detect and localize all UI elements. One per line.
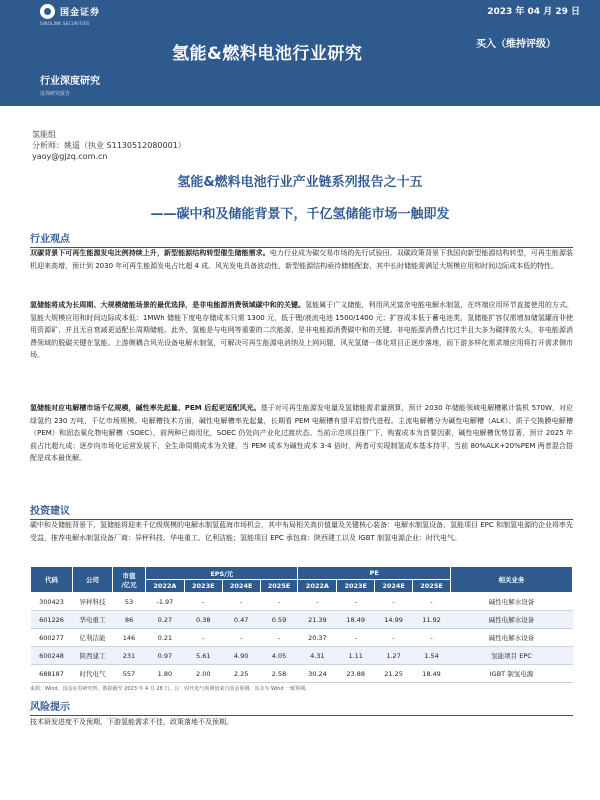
paragraph-body: 基于对可再生能源发电量及氢储能需求量测算，预计 2030 年储能领域电解槽累计装机 570W，对应绿氢约 230 万吨，千亿市场规模。电解槽技术方面，碱性电解槽率先起量，长期看 PEM 电解槽有望平启替代进程。主流电解槽分为碱性电解槽（ALK）、质子交换膜电解槽（PEM）和固态氧化物电解槽（SOEC），前两种已商用化，SOEC 仍处向产业化过渡状态。当前示范项目推广下，购置成本为首要因素，碱性电解槽优势显著，预计 2025 年前占比超九成；逐步向市场化运营发展下，全生命周期成本为关键，当 PEM 成本为碱性成本 3-4 倍时，两者可实现制氢成本基本持平，当前 80%ALK+20%PEM 两者混合搭配是成本最优解。 <box>30 404 573 462</box>
cell-cap: 53 <box>113 593 146 611</box>
paragraph-lead: 氢储能对应电解槽市场千亿规模，碱性率先起量、PEM 后起更适配风光。 <box>30 404 261 412</box>
cell-pe: - <box>375 593 413 611</box>
cell-pe: 14.99 <box>375 611 413 629</box>
year-header: 2024E <box>222 580 260 593</box>
cell-company: 异秤科技 <box>73 593 113 611</box>
cell-cap: 557 <box>113 665 146 683</box>
brand-logo <box>40 4 100 19</box>
table-row <box>31 629 573 647</box>
paragraph-lead: 氢储能将成为长周期、大规模储能场景的最优选择，是非电能源消费领域碳中和的关键。 <box>30 301 306 309</box>
cell-eps: 2.00 <box>184 665 222 683</box>
cell-pe: - <box>413 593 451 611</box>
paragraph-invest: 碳中和及储能背景下，氢储能将迎来千亿级规模的电解水制氢蓝海市场机会，其中布局相关高价值量及关键核心装备：电解水制氢设备、氢能项目 EPC 和制氢电源的企业将率先受益，推荐电解水制氢设备厂商：异秤科技、华电重工、亿利洁能；氢能项目 EPC 承包商：陕西建工以及 IGBT 制氢电源企业：时代电气。 <box>30 521 573 542</box>
paragraph-energy-structure <box>30 247 573 272</box>
cell-related: 碱性电解水设备 <box>451 629 573 647</box>
cell-pe: - <box>337 593 375 611</box>
cell-related: 氢能项目 EPC <box>451 647 573 665</box>
cell-pe: 1.27 <box>375 647 413 665</box>
table-row <box>31 593 573 611</box>
cell-cap: 146 <box>113 629 146 647</box>
cell-eps: 5.61 <box>184 647 222 665</box>
cell-pe: 11.92 <box>413 611 451 629</box>
year-header: 2023E <box>184 580 222 593</box>
col-header-code: 代码 <box>31 567 73 593</box>
cell-eps: 0.21 <box>146 629 185 647</box>
cell-company: 时代电气 <box>73 665 113 683</box>
cell-eps: - <box>222 629 260 647</box>
cell-eps: 0.97 <box>146 647 185 665</box>
cell-pe: 21.39 <box>298 611 337 629</box>
cell-pe: 1.11 <box>337 647 375 665</box>
section-heading-views: 行业观点 <box>30 230 573 248</box>
paragraph-lead: 双碳背景下可再生能源发电比例持续上升，新型能源结构转型催生储能需求。 <box>30 249 270 257</box>
table-header-row <box>31 567 573 580</box>
cell-related: 碱性电解水设备 <box>451 611 573 629</box>
paragraph-hydrogen-storage <box>30 299 573 362</box>
cell-eps: 2.58 <box>260 665 298 683</box>
rating-badge: 买入（维持评级） <box>476 39 556 50</box>
cell-pe: 18.49 <box>337 611 375 629</box>
cell-eps: 0.59 <box>260 611 298 629</box>
cell-pe: 20.37 <box>298 629 337 647</box>
cell-eps: 4.05 <box>260 647 298 665</box>
col-header-company: 公司 <box>73 567 113 593</box>
col-header-eps: EPS/元 <box>146 567 298 580</box>
section-heading-risk: 风险提示 <box>30 698 573 716</box>
cell-pe: 30.24 <box>298 665 337 683</box>
cell-related: 碱性电解水设备 <box>451 593 573 611</box>
cell-eps: - <box>184 629 222 647</box>
cell-code: 601226 <box>31 611 73 629</box>
cell-company: 亿利洁能 <box>73 629 113 647</box>
recommendation-table <box>30 566 573 683</box>
year-header: 2025E <box>260 580 298 593</box>
cell-eps: - <box>222 593 260 611</box>
cell-eps: 0.47 <box>222 611 260 629</box>
risk-text: 技术研发进度不及预期，下游氢能需求不佳，政策落地不及预期。 <box>30 718 233 726</box>
year-header: 2025E <box>413 580 451 593</box>
cell-cap: 231 <box>113 647 146 665</box>
paragraph-body: 氢能属于广义储能，利用风光富余电能电解水制氢，在终端应用环节直接使用的方式。氢能大规模应用和时间边际成本低：1MWh 储能下度电存储成本只需 1300 元，低于锂/液流电池 1500/1400 元；扩容成本低于蓄电池类，氢储能扩容仅需增加储氢罐而非使用资源矿，并且无自衰减更适配长周期储能。此外，氢能是与电网等重要的二次能源，是非电能源消费碳中和的关键。非电能源消费占比过半且大多为碳排放大头，非电能源消费领域的脱碳关键在氢能。上游侧耦合风光设备电解水制氢，可解决可再生能源电消纳及上网问题，风光氢储一体化项目正逐步落地，而下游多样化需求端应用将打开需求侧市场。 <box>30 301 574 359</box>
table-row <box>31 647 573 665</box>
cell-eps: 4.90 <box>222 647 260 665</box>
cell-code: 600277 <box>31 629 73 647</box>
cell-cap: 86 <box>113 611 146 629</box>
cell-eps: - <box>260 629 298 647</box>
table-row <box>31 611 573 629</box>
industry-title: 氢能&燃料电池行业研究 <box>172 44 363 64</box>
analyst-group: 氢能组 <box>32 130 56 139</box>
year-header: 2022A <box>146 580 185 593</box>
cell-code: 600248 <box>31 647 73 665</box>
paragraph-electrolyzer-market <box>30 402 573 465</box>
analyst-block <box>32 129 186 162</box>
cell-code: 300423 <box>31 593 73 611</box>
col-header-cap: 市值 /亿元 <box>113 567 146 593</box>
main-title: 氢能&燃料电池行业产业链系列报告之十五 <box>177 175 423 190</box>
cell-pe: - <box>298 593 337 611</box>
cell-eps: -1.97 <box>146 593 185 611</box>
cell-related: IGBT 制氢电源 <box>451 665 573 683</box>
cell-eps: 0.27 <box>146 611 185 629</box>
cell-pe: - <box>337 629 375 647</box>
cell-pe: 4.31 <box>298 647 337 665</box>
cell-pe: - <box>413 629 451 647</box>
report-subtype: 证券研究报告 <box>40 91 71 97</box>
cell-company: 陕西建工 <box>73 647 113 665</box>
header-banner <box>0 0 600 106</box>
table-row <box>31 665 573 683</box>
logo-icon <box>40 4 55 19</box>
cell-eps: - <box>260 593 298 611</box>
report-type: 行业深度研究 <box>40 76 100 87</box>
year-header: 2022A <box>298 580 337 593</box>
report-date: 2023 年 04 月 29 日 <box>487 7 580 17</box>
col-header-related: 相关业务 <box>451 567 573 593</box>
logo-subtext: SINOLINK SECURITIES <box>40 21 90 26</box>
main-subtitle: ——碳中和及储能背景下，千亿氢储能市场一触即发 <box>150 207 450 222</box>
logo-text: 国金证券 <box>60 8 101 18</box>
paragraph-body: 电力行业成为碳交易市场的先行试验田，双碳政策背景下我国向新型能源结构转型，可再生能源装机迎来高增，预计到 2030 年可再生能源发电占比超 4 成。风光发电具备波动性，新型能源结构亟待储能配套，其中长时储能需满足大规模应用和时间边际成本低的特性。 <box>30 249 574 270</box>
cell-pe: 23.88 <box>337 665 375 683</box>
analyst-email[interactable]: yaoy@gjzq.com.cn <box>32 152 108 161</box>
year-header: 2024E <box>375 580 413 593</box>
section-heading-invest: 投资建议 <box>30 502 573 520</box>
year-header: 2023E <box>337 580 375 593</box>
cell-eps: 2.25 <box>222 665 260 683</box>
cell-eps: 1.80 <box>146 665 185 683</box>
cell-eps: 0.38 <box>184 611 222 629</box>
cell-pe: 18.49 <box>413 665 451 683</box>
cell-pe: 21.25 <box>375 665 413 683</box>
col-header-pe: PE <box>298 567 451 580</box>
cell-pe: - <box>375 629 413 647</box>
cell-eps: - <box>184 593 222 611</box>
cell-pe: 1.54 <box>413 647 451 665</box>
table-source-note: 来源：Wind，国金证券研究所，数据截至 2023 年 4 月 28 日。注：时代电气预测值来自国金预测，其余为 Wind 一致预期。 <box>30 686 311 692</box>
analyst-name: 分析师：姚遥（执业 S1130512080001） <box>32 141 186 150</box>
cell-code: 688187 <box>31 665 73 683</box>
cell-company: 华电重工 <box>73 611 113 629</box>
